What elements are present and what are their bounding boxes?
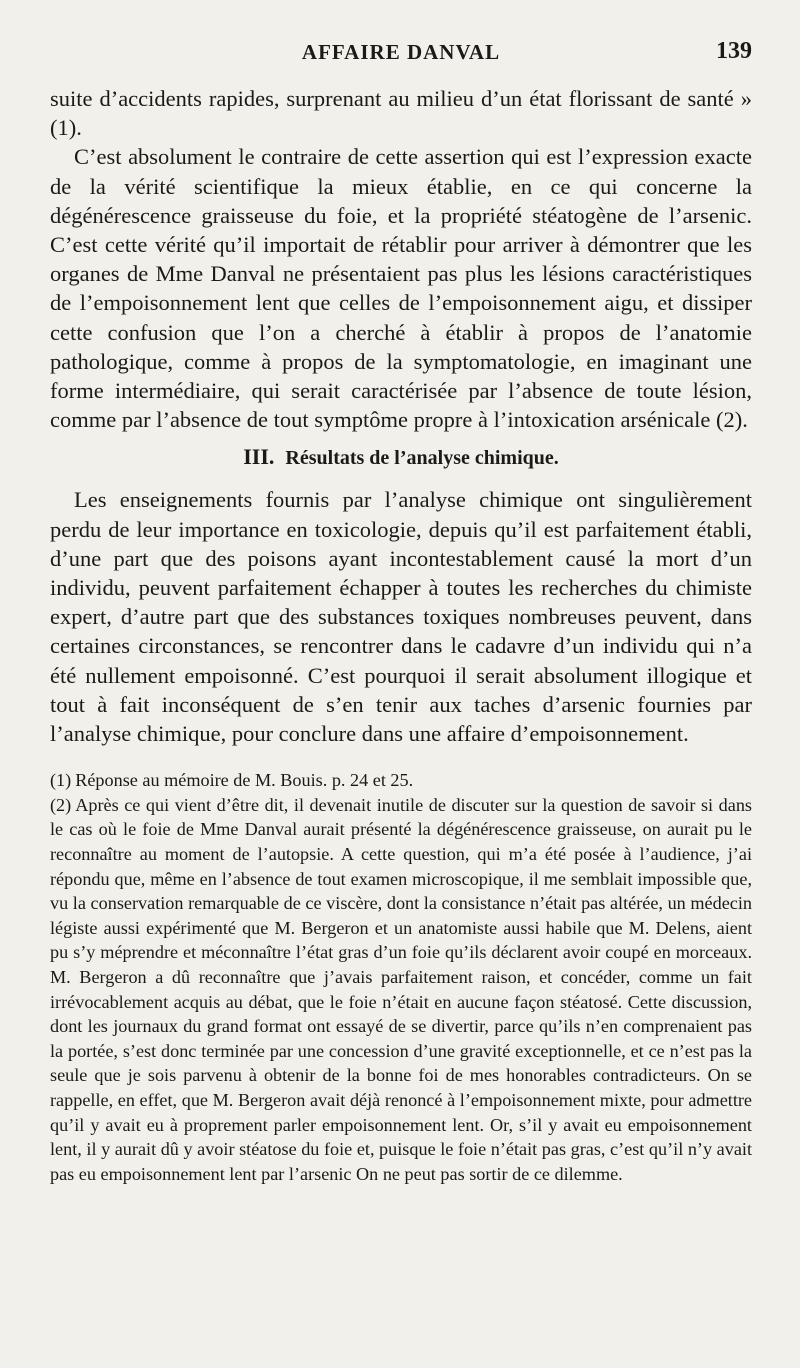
page-body xyxy=(50,84,752,1186)
section-number: III. xyxy=(243,444,275,470)
paragraph-arsenic-assertion: C’est absolument le contraire de cette assertion qui est l’expression exacte de la vérité scientifique la mieux établie, en ce qui concerne la dégénérescence graisseuse du foie, et la propriété stéatogène de l’arsenic. C’est cette vérité qu’il importait de rétablir pour arriver à démontrer que les organes de Mme Danval ne présentaient pas plus les lésions caractéristiques de l’empoisonnement lent que celles de l’empoisonnement aigu, et dissiper cette confusion que l’on a cherché à établir à propos de l’anatomie pathologique, comme à propos de la symptomatologie, en imaginant une forme intermédiaire, qui serait caractérisée par l’absence de toute lésion, comme par l’absence de tout symptôme propre à l’intoxication arsénicale (2). xyxy=(50,144,752,433)
section-heading xyxy=(50,440,752,475)
footnote-2 xyxy=(50,793,752,1187)
paragraph-chemical-analysis: Les enseignements fournis par l’analyse chimique ont singulièrement perdu de leur importance en toxicologie, depuis qu’il est parfaitement établi, d’une part que des poisons ayant incontestablement causé la mort d’un individu, peuvent parfaitement échapper à toutes les recherches du chimiste expert, d’autre part que des substances toxiques nombreuses peuvent, dans certaines circonstances, se rencontrer dans le cadavre d’un individu qui n’a été nullement empoisonné. C’est pourquoi il serait absolument illogique et tout à fait inconséquent de s’en tenir aux taches d’arsenic fournies par l’analyse chimique, pour conclure dans une affaire d’empoisonnement. xyxy=(50,487,752,747)
page-number: 139 xyxy=(716,38,752,64)
footnote-1 xyxy=(50,768,752,793)
section-title-text: Résultats de l’analyse chimique. xyxy=(285,447,559,470)
paragraph-continuation: suite d’accidents rapides, surprenant au milieu d’un état florissant de santé » (1). xyxy=(50,86,752,141)
page-header xyxy=(50,40,752,70)
footnote-1-mark: (1) xyxy=(50,770,72,791)
footnote-2-mark: (2) xyxy=(50,794,72,815)
footnote-1-text: Réponse au mémoire de M. Bouis. p. 24 et 25. xyxy=(75,770,414,791)
footnotes xyxy=(50,768,752,1186)
footnote-2-text: Après ce qui vient d’être dit, il devenait inutile de discuter sur la question de savoir si dans le cas où le foie de Mme Danval aurait présenté la dégénérescence graisseuse, on aurait pu le reconnaître au moment de l’autopsie. A cette question, qui m’a été posée à l’audience, j’ai répondu que, même en l’absence de tout examen microscopique, il me semblait impossible que, vu la conservation remarquable de ce viscère, dont la consistance n’était pas altérée, un médecin légiste aussi expérimenté que M. Bergeron et un anatomiste aussi habile que M. Delens, aient pu s’y méprendre et méconnaître l’état gras d’un foie qu’ils déclarent avoir coupé en morceaux. M. Bergeron a dû reconnaître que j’avais parfaitement raison, et concéder, comme un fait irrévocablement acquis au débat, que le foie n’était en aucune façon stéatosé. Cette discussion, dont les journaux du grand format ont essayé de se divertir, parce qu’ils n’en comprenaient pas la portée, s’est donc terminée par une concession d’une gravité exceptionnelle, et ce n’est pas la seule que je sois parvenu à obtenir de la bonne foi de mes honorables contradicteurs. On se rappelle, en effet, que M. Bergeron avait déjà renoncé à l’empoisonnement mixte, pour admettre qu’il y avait eu à proprement parler empoisonnement lent. Or, s’il y avait eu empoisonnement lent, il y aurait dû y avoir stéatose du foie et, puisque le foie n’était pas gras, c’est qu’il n’y avait pas eu empoisonnement lent par l’arsenic On ne peut pas sortir de ce dilemme. xyxy=(50,794,752,1184)
running-title: AFFAIRE DANVAL xyxy=(301,40,501,64)
